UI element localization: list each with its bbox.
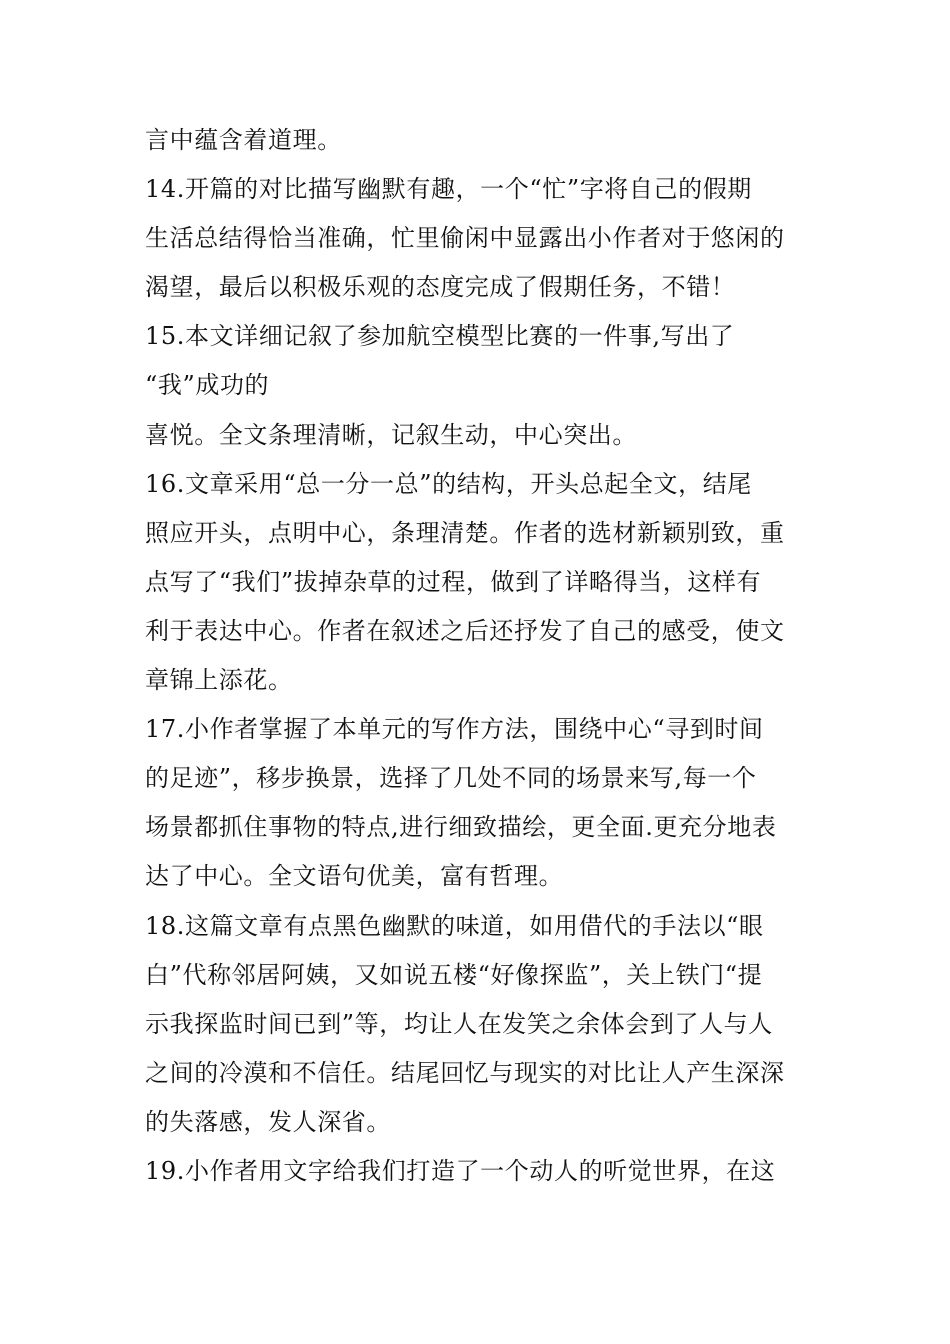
text-line: 点写了“我们”拔掉杂草的过程，做到了详略得当，这样有 — [145, 567, 762, 596]
text-line: 18.这篇文章有点黑色幽默的味道，如用借代的手法以“眼 — [145, 911, 764, 940]
text-line: 的失落感，发人深省。 — [145, 1107, 391, 1136]
text-line: 照应开头，点明中心，条理清楚。作者的选材新颖别致，重 — [145, 518, 785, 547]
text-line: 白”代称邻居阿姨，又如说五楼“好像探监”，关上铁门“提 — [145, 960, 763, 989]
text-line: 15.本文详细记叙了参加航空模型比赛的一件事,写出了 — [145, 322, 735, 351]
text-line: 章锦上添花。 — [145, 666, 293, 695]
text-line: 生活总结得恰当准确，忙里偷闲中显露出小作者对于悠闲的 — [145, 224, 785, 253]
document-body — [145, 116, 815, 1196]
text-line: 利于表达中心。作者在叙述之后还抒发了自己的感受，使文 — [145, 616, 785, 645]
text-line: 场景都抓住事物的特点,进行细致描绘，更全面.更充分地表 — [145, 813, 777, 842]
text-line: 渴望，最后以积极乐观的态度完成了假期任务，不错！ — [145, 273, 736, 302]
text-line: 16.文章采用“总一分一总”的结构，开头总起全文，结尾 — [145, 469, 752, 498]
text-line: 之间的冷漠和不信任。结尾回忆与现实的对比让人产生深深 — [145, 1058, 785, 1087]
text-line: 达了中心。全文语句优美，富有哲理。 — [145, 862, 564, 891]
text-line: 的足迹”，移步换景，选择了几处不同的场景来写,每一个 — [145, 764, 757, 793]
text-line: 14.开篇的对比描写幽默有趣，一个“忙”字将自己的假期 — [145, 175, 752, 204]
text-line: “我”成功的 — [145, 371, 270, 400]
text-line: 17.小作者掌握了本单元的写作方法，围绕中心“寻到时间 — [145, 715, 764, 744]
text-line: 言中蕴含着道理。 — [145, 126, 342, 154]
text-line: 19.小作者用文字给我们打造了一个动人的听觉世界，在这 — [145, 1156, 776, 1185]
text-line: 示我探监时间已到”等，均让人在发笑之余体会到了人与人 — [145, 1009, 773, 1038]
text-line: 喜悦。全文条理清晰，记叙生动，中心突出。 — [145, 420, 637, 449]
